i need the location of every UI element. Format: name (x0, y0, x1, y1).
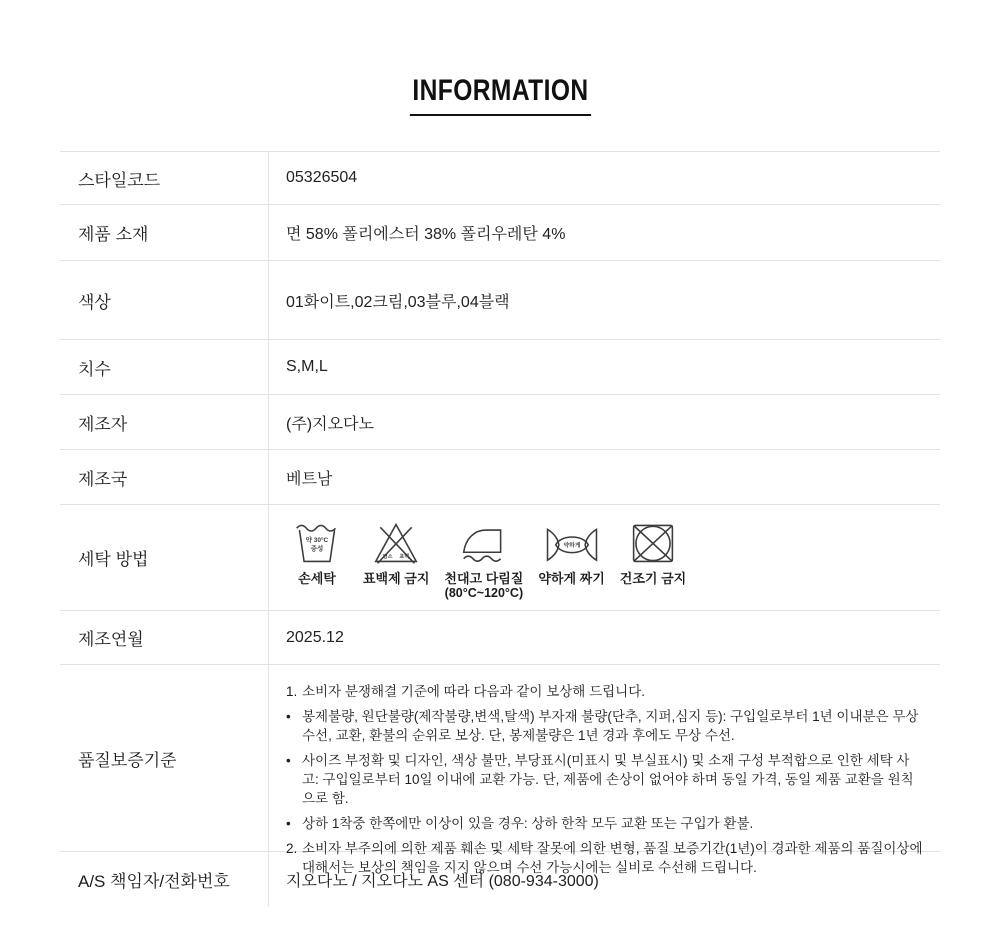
warranty-item (286, 751, 926, 808)
care-label: 건조기 금지 (619, 571, 687, 586)
warranty-item-text: 봉제불량, 원단불량(제작불량,변색,탈색) 부자재 불량(단추, 지퍼,심지 등): 구입일로부터 1년 이내분은 무상수선, 교환, 환불의 순위로 보상. 단, 봉제불량은 1년 경과 후에도 무상 수선. (302, 709, 919, 743)
table-row-style-code (60, 152, 940, 205)
row-label: 제조국 (78, 469, 128, 489)
warranty-item-marker: • (286, 816, 291, 831)
row-label: A/S 책임자/전화번호 (78, 871, 230, 891)
no-bleach-icon (372, 519, 420, 567)
iron-icon (460, 519, 508, 567)
svg-text:중성: 중성 (310, 545, 324, 553)
warranty-item-text: 상하 1착중 한쪽에만 이상이 있을 경우: 상하 한착 모두 교환 또는 구입가 환불. (302, 816, 754, 831)
page-title: INFORMATION (409, 74, 590, 116)
row-value: 베트남 (268, 450, 940, 504)
table-row-manufacture-date (60, 611, 940, 665)
care-item-iron (444, 519, 523, 601)
care-label: 표백제 금지 (363, 571, 430, 586)
svg-text:염소: 염소 (383, 553, 393, 560)
care-label: 손세탁 (298, 571, 336, 586)
row-label: 제품 소재 (78, 225, 149, 244)
warranty-item (286, 814, 926, 833)
warranty-text-block (268, 665, 940, 875)
row-value: 지오다노 / 지오다노 AS 센터 (080-934-3000) (268, 852, 940, 906)
svg-text:약 30°C: 약 30°C (305, 537, 329, 545)
row-label: 제조자 (78, 414, 128, 434)
row-label: 품질보증기준 (78, 750, 177, 770)
table-row-as-contact (60, 852, 940, 906)
row-label: 색상 (78, 292, 111, 312)
table-row-warranty (60, 665, 940, 875)
product-info-table (60, 151, 940, 906)
row-label: 제조연월 (78, 630, 144, 649)
warranty-item-marker: 1. (286, 684, 298, 699)
page-title-wrap (0, 74, 1000, 116)
care-label: 천대고 다림질 (444, 571, 524, 586)
care-item-no-bleach (363, 519, 429, 586)
warranty-item-text: 소비자 분쟁해결 기준에 따라 다음과 같이 보상해 드립니다. (302, 684, 645, 699)
care-sublabel: (80°C~120°C) (444, 586, 524, 600)
warranty-item-text: 소비자 부주의에 의한 제품 훼손 및 세탁 잘못에 의한 변형, 품질 보증기간(1년)이 경과한 제품의 품질이상에 대해서는 보상의 책임을 지지 않으며 수선 가능시에는 실비로 수선해 드립니다. (302, 841, 923, 875)
row-value: 면 58% 폴리에스터 38% 폴리우레탄 4% (268, 205, 940, 260)
care-item-hand-wash (286, 519, 348, 586)
care-item-no-tumble-dry (620, 519, 686, 586)
warranty-item-marker: • (286, 709, 291, 724)
table-row-care (60, 505, 940, 611)
svg-text:표백: 표백 (399, 553, 410, 560)
hand-wash-icon (293, 519, 341, 567)
row-value: 2025.12 (268, 611, 940, 664)
warranty-item (286, 707, 926, 745)
care-item-wring (538, 519, 604, 586)
row-value: 01화이트,02크림,03블루,04블랙 (268, 261, 940, 339)
warranty-item-text: 사이즈 부정확 및 디자인, 색상 불만, 부당표시(미표시 및 부실표시) 및 소재 구성 부적합으로 인한 세탁 사고: 구입일로부터 10일 이내에 교환 가능. 단, 제품에 손상이 없어야 하며 동일 가격, 동일 제품 교환을 원칙으로 함. (302, 753, 914, 806)
row-label: 세탁 방법 (78, 550, 149, 569)
warranty-item-marker: 2. (286, 841, 298, 856)
row-value: 05326504 (268, 152, 940, 204)
table-row-color (60, 261, 940, 340)
row-value: (주)지오다노 (268, 395, 940, 449)
care-label: 약하게 짜기 (538, 571, 605, 586)
warranty-item (286, 682, 926, 701)
warranty-item-marker: • (286, 753, 291, 768)
svg-text:약하게: 약하게 (563, 543, 581, 550)
table-row-manufacturer (60, 395, 940, 450)
table-row-country (60, 450, 940, 505)
row-label: 치수 (78, 359, 111, 379)
table-row-material (60, 205, 940, 261)
table-row-size (60, 340, 940, 395)
no-tumble-dry-icon (629, 519, 677, 567)
wring-gently-icon (543, 519, 601, 567)
row-value: S,M,L (268, 340, 940, 394)
care-icons-strip (268, 505, 940, 610)
row-label: 스타일코드 (78, 170, 161, 190)
